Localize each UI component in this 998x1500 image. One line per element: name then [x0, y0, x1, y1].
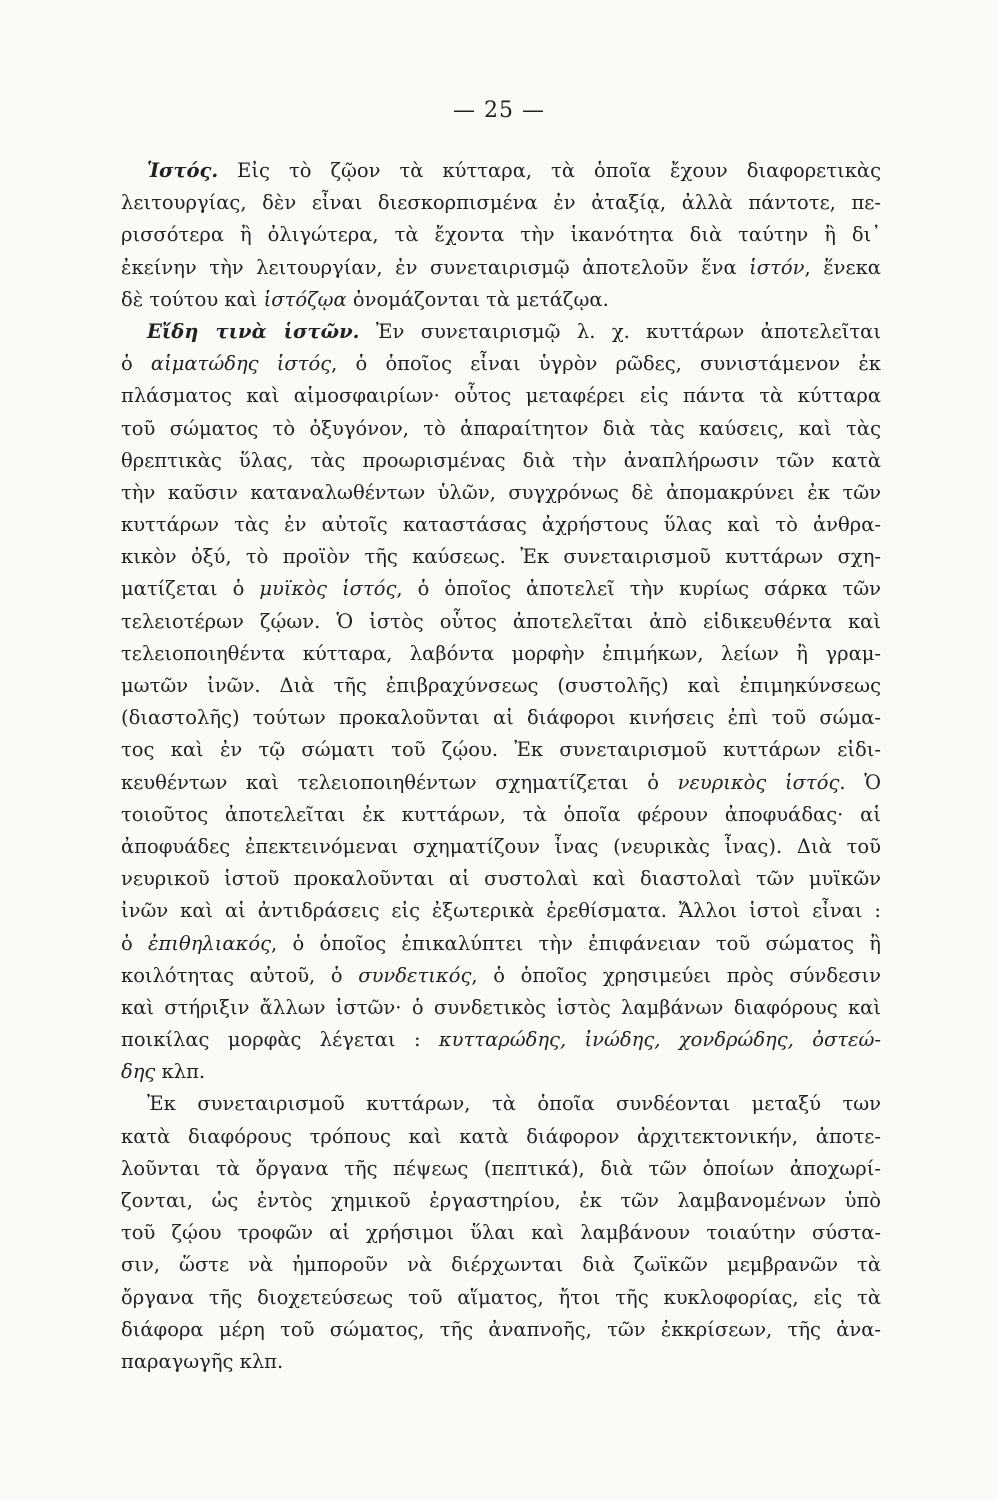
text-line: τοιοῦτος ἀποτελεῖται ἐκ κυττάρων, τὰ ὁποῖα φέρουν ἀποφυάδας· αἱ [121, 802, 881, 826]
section-heading: Εἴδη τινὰ ἱστῶν. [147, 319, 360, 343]
italic-term: δης [121, 1060, 156, 1084]
text-line: τελειοτέρων ζῴων. Ὁ ἱστὸς οὗτος ἀποτελεῖται ἀπὸ εἰδικευθέντα καὶ [121, 609, 881, 633]
text-line: τοῦ σώματος τὸ ὀξυγόνον, τὸ ἀπαραίτητον διὰ τὰς καύσεις, καὶ τὰς [121, 416, 881, 440]
text-line: ὄργανα τῆς διοχετεύσεως τοῦ αἵματος, ἤτοι τῆς κυκλοφορίας, εἰς τὰ [121, 1285, 881, 1309]
text-line: ἰνῶν καὶ αἱ ἀντιδράσεις εἰς ἐξωτερικὰ ἐρεθίσματα. Ἄλλοι ἱστοὶ εἶναι : [121, 899, 881, 923]
italic-term: νευρικὸς ἱστός [677, 770, 840, 794]
text-line: Εἴδη τινὰ ἱστῶν. Ἐν συνεταιρισμῷ λ. χ. κυττάρων ἀποτελεῖται [147, 319, 881, 343]
text-line: τὴν καῦσιν καταναλωθέντων ὑλῶν, συγχρόνως δὲ ἀπομακρύνει ἐκ τῶν [121, 480, 881, 504]
text-line: τελειοποιηθέντα κύτταρα, λαβόντα μορφὴν ἐπιμήκων, λείων ἢ γραμ- [121, 641, 881, 665]
text-line: ὁ αἱματώδης ἱστός, ὁ ὁποῖος εἶναι ὑγρὸν ρῶδες, συνιστάμενον ἐκ [121, 352, 881, 376]
text-line: τος καὶ ἐν τῷ σώματι τοῦ ζῴου. Ἐκ συνεταιρισμοῦ κυττάρων εἰδι- [121, 738, 881, 762]
text-line: (διαστολῆς) τούτων προκαλοῦνται αἱ διάφοροι κινήσεις ἐπὶ τοῦ σώμα- [121, 706, 881, 730]
italic-term: ἱστόζῳα [263, 287, 347, 311]
text-line: ρισσότερα ἢ ὀλιγώτερα, τὰ ἔχοντα τὴν ἱκανότητα διὰ ταύτην ἢ δι᾿ [121, 223, 881, 247]
italic-term: συνδετικός [358, 963, 472, 987]
text-line: κατὰ διαφόρους τρόπους καὶ κατὰ διάφορον ἀρχιτεκτονικήν, ἀποτε- [121, 1124, 881, 1148]
italic-term: αἱματώδης ἱστός [150, 352, 332, 376]
text-line: ἐκείνην τὴν λειτουργίαν, ἐν συνεταιρισμῷ ἀποτελοῦν ἕνα ἱστόν, ἕνεκα [121, 255, 881, 279]
body-text [121, 155, 881, 1378]
text-line: λειτουργίας, δὲν εἶναι διεσκορπισμένα ἐν ἀταξίᾳ, ἀλλὰ πάντοτε, πε- [121, 191, 881, 215]
text-line: ποικίλας μορφὰς λέγεται : κυτταρώδης, ἰνώδης, χονδρώδης, ὀστεώ- [121, 1028, 881, 1052]
text-line: Ἐκ συνεταιρισμοῦ κυττάρων, τὰ ὁποῖα συνδέονται μεταξύ των [147, 1092, 881, 1116]
text-line: σιν, ὥστε νὰ ἠμποροῦν νὰ διέρχωνται διὰ ζωϊκῶν μεμβρανῶν τὰ [121, 1253, 881, 1277]
text-line: κικὸν ὀξύ, τὸ προϊὸν τῆς καύσεως. Ἐκ συνεταιρισμοῦ κυττάρων σχη- [121, 545, 881, 569]
text-line: τοῦ ζῴου τροφῶν αἱ χρήσιμοι ὕλαι καὶ λαμβάνουν τοιαύτην σύστα- [121, 1221, 881, 1245]
paragraph-eidi-iston [121, 316, 881, 1089]
text-line: λοῦνται τὰ ὄργανα τῆς πέψεως (πεπτικά), διὰ τῶν ὁποίων ἀποχωρί- [121, 1156, 881, 1180]
italic-term: μυϊκὸς ἱστός [259, 577, 397, 601]
text-line: ζονται, ὡς ἐντὸς χημικοῦ ἐργαστηρίου, ἐκ τῶν λαμβανομένων ὑπὸ [121, 1189, 881, 1212]
italic-term: ἱστόν [749, 255, 805, 279]
section-heading: Ἱστός. [147, 159, 219, 182]
text-line: κοιλότητας αὐτοῦ, ὁ συνδετικός, ὁ ὁποῖος χρησιμεύει πρὸς σύνδεσιν [121, 963, 881, 987]
italic-term: κυτταρώδης, ἰνώδης, χονδρώδης, ὀστεώ- [438, 1028, 881, 1052]
italic-term: ἐπιθηλιακός [148, 931, 272, 955]
text-line: κυττάρων τὰς ἐν αὐτοῖς καταστάσας ἀχρήστους ὕλας καὶ τὸ ἀνθρα- [121, 513, 881, 537]
paragraph-istos [121, 155, 881, 316]
text-line: ὁ ἐπιθηλιακός, ὁ ὁποῖος ἐπικαλύπτει τὴν ἐπιφάνειαν τοῦ σώματος ἢ [121, 931, 881, 955]
text-line: ἀποφυάδες ἐπεκτεινόμεναι σχηματίζουν ἶνας (νευρικὰς ἶνας). Διὰ τοῦ [121, 834, 881, 858]
text-line: νευρικοῦ ἱστοῦ προκαλοῦνται αἱ συστολαὶ καὶ διαστολαὶ τῶν μυϊκῶν [121, 867, 881, 891]
text-line: Ἱστός. Εἰς τὸ ζῷον τὰ κύτταρα, τὰ ὁποῖα ἔχουν διαφορετικὰς [147, 159, 881, 182]
paragraph-organa [121, 1088, 881, 1378]
text-line: μωτῶν ἰνῶν. Διὰ τῆς ἐπιβραχύνσεως (συστολῆς) καὶ ἐπιμηκύνσεως [121, 674, 881, 697]
text-line: κευθέντων καὶ τελειοποιηθέντων σχηματίζεται ὁ νευρικὸς ἱστός. Ὁ [121, 770, 881, 794]
text-line: διάφορα μέρη τοῦ σώματος, τῆς ἀναπνοῆς, τῶν ἐκκρίσεων, τῆς ἀνα- [121, 1317, 881, 1341]
text-line: δὲ τούτου καὶ ἱστόζῳα ὀνομάζονται τὰ μετάζῳα. [121, 287, 609, 311]
text-line: παραγωγῆς κλπ. [121, 1349, 284, 1373]
text-line: καὶ στήριξιν ἄλλων ἱστῶν· ὁ συνδετικὸς ἱστὸς λαμβάνων διαφόρους καὶ [121, 995, 881, 1019]
text-line: πλάσματος καὶ αἱμοσφαιρίων· οὗτος μεταφέρει εἰς πάντα τὰ κύτταρα [121, 384, 881, 408]
page-number: — 25 — [453, 98, 545, 123]
text-line: θρεπτικὰς ὕλας, τὰς προωρισμένας διὰ τὴν ἀναπλήρωσιν τῶν κατὰ [121, 448, 881, 472]
text-line: δης κλπ. [121, 1060, 206, 1084]
text-line: ματίζεται ὁ μυϊκὸς ἱστός, ὁ ὁποῖος ἀποτελεῖ τὴν κυρίως σάρκα τῶν [121, 577, 881, 601]
